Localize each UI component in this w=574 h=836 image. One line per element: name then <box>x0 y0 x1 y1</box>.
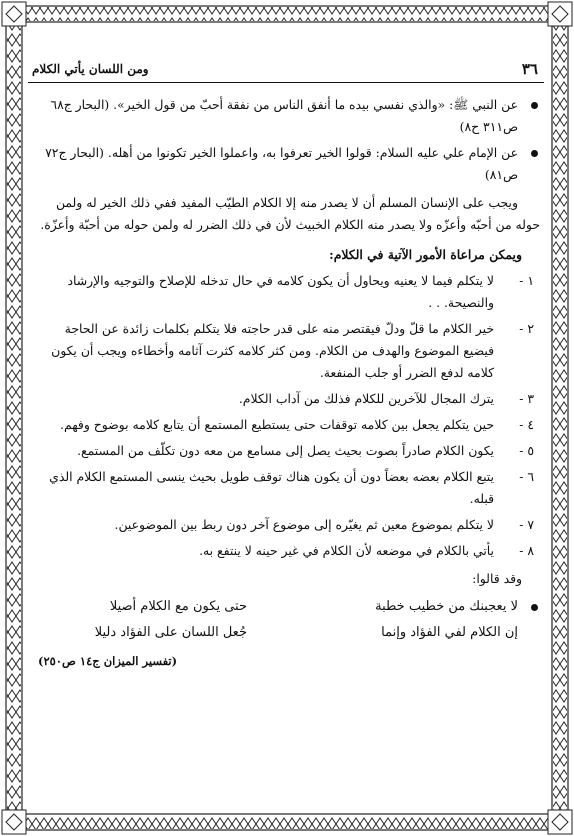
list-item <box>32 440 540 462</box>
item-text: يتبع الكلام بعضه بعضاً دون أن يكون هناك توقف طويل بحيث ينسى المستمع الكلام الذي قبله. <box>49 469 494 506</box>
hadith-text: عن الإمام علي عليه السلام: قولوا الخير تعرفوا به، واعملوا الخير تكونوا من أهله. (البحار ج٧٢ ص٨١) <box>45 145 518 182</box>
list-item <box>32 414 540 436</box>
item-number: ٣ - <box>519 391 534 406</box>
item-number: ٦ - <box>519 469 534 484</box>
bullet-icon <box>531 604 538 611</box>
list-item <box>32 514 540 536</box>
poem-verse <box>32 596 518 622</box>
list-item <box>32 270 540 314</box>
item-text: حين يتكلم يجعل بين كلامه توقفات حتى يستطيع المستمع أن يتابع كلامه بوضوح وفهم. <box>60 417 494 432</box>
item-text: لا يتكلم فيما لا يعنيه ويحاول أن يكون كلامه في حال تدخله للإصلاح والتوجيه والإرشاد والنصيحة. . . <box>67 273 494 310</box>
hadith-item <box>32 94 540 138</box>
poem-verse <box>32 622 518 648</box>
item-number: ١ - <box>519 273 534 288</box>
hadith-item <box>32 142 540 186</box>
list-item <box>32 540 540 562</box>
item-number: ٨ - <box>519 543 534 558</box>
poem-source: (تفسير الميزان ج١٤ ص٢٥٠) <box>38 654 178 668</box>
text-body <box>32 94 540 672</box>
item-number: ٥ - <box>519 443 534 458</box>
item-text: خير الكلام ما قلّ ودلّ فيقتصر منه على قدر حاجته فلا يتكلم بكلمات زائدة عن الحاجة فيضيع الموضوع والهدف من الكلام. ومن كثر كلامه كثرت آثامه وأخطاءه ويجب أن يكون كلامه لدفع الضرر أو جلب المنفعة. <box>51 321 494 380</box>
bullet-icon <box>531 150 538 157</box>
verse-second-hemistich: حتى يكون مع الكلام أصيلا <box>109 599 247 614</box>
page-content <box>28 52 544 792</box>
item-number: ٧ - <box>519 517 534 532</box>
verse-second-hemistich: جُعل اللسان على الفؤاد دليلا <box>94 625 247 640</box>
item-text: يترك المجال للآخرين للكلام فذلك من آداب الكلام. <box>238 391 494 406</box>
running-title: ومن اللسان يأتي الكلام <box>32 62 149 76</box>
verse-first-hemistich: لا يعجبنك من خطيب خطبة <box>375 599 518 614</box>
item-number: ٤ - <box>519 417 534 432</box>
said-label: وقد قالوا: <box>472 571 522 586</box>
list-item <box>32 388 540 410</box>
item-text: لا يتكلم بموضوع معين ثم يغيّره إلى موضوع آخر دون ربط بين الموضوعين. <box>114 517 494 532</box>
item-text: يأتي بالكلام في موضعه لأن الكلام في غير حينه لا ينتفع به. <box>199 543 494 558</box>
section-subheading: ويمكن مراعاة الأمور الآتية في الكلام: <box>329 247 522 262</box>
list-item <box>32 466 540 510</box>
page-number: ٣٦ <box>521 60 538 78</box>
hadith-text: عن النبي ﷺ: «والذي نفسي بيده ما أنفق الناس من نفقة أحبّ من قول الخير». (البحار ج٦٨ ص٣١١ ح٨) <box>50 97 518 134</box>
bullet-icon <box>531 102 538 109</box>
item-text: يكون الكلام صادراً بصوت بحيث يصل إلى مسامع من معه دون تكلّف من المستمع. <box>77 443 494 458</box>
list-item <box>32 318 540 384</box>
body-paragraph: ويجب على الإنسان المسلم أن لا يصدر منه إلا الكلام الطيّب المفيد ففي ذلك الخير له ولمن حوله من أحبّه وأعزّه ولا يصدر منه الكلام الخبيث لأن في ذلك الضرر له ولمن حوله من أحبّة وأعزّة. <box>40 195 540 232</box>
poem <box>32 596 540 672</box>
item-number: ٢ - <box>519 321 534 336</box>
verse-first-hemistich: إن الكلام لفي الفؤاد وإنما <box>381 625 518 640</box>
running-header <box>28 60 544 83</box>
